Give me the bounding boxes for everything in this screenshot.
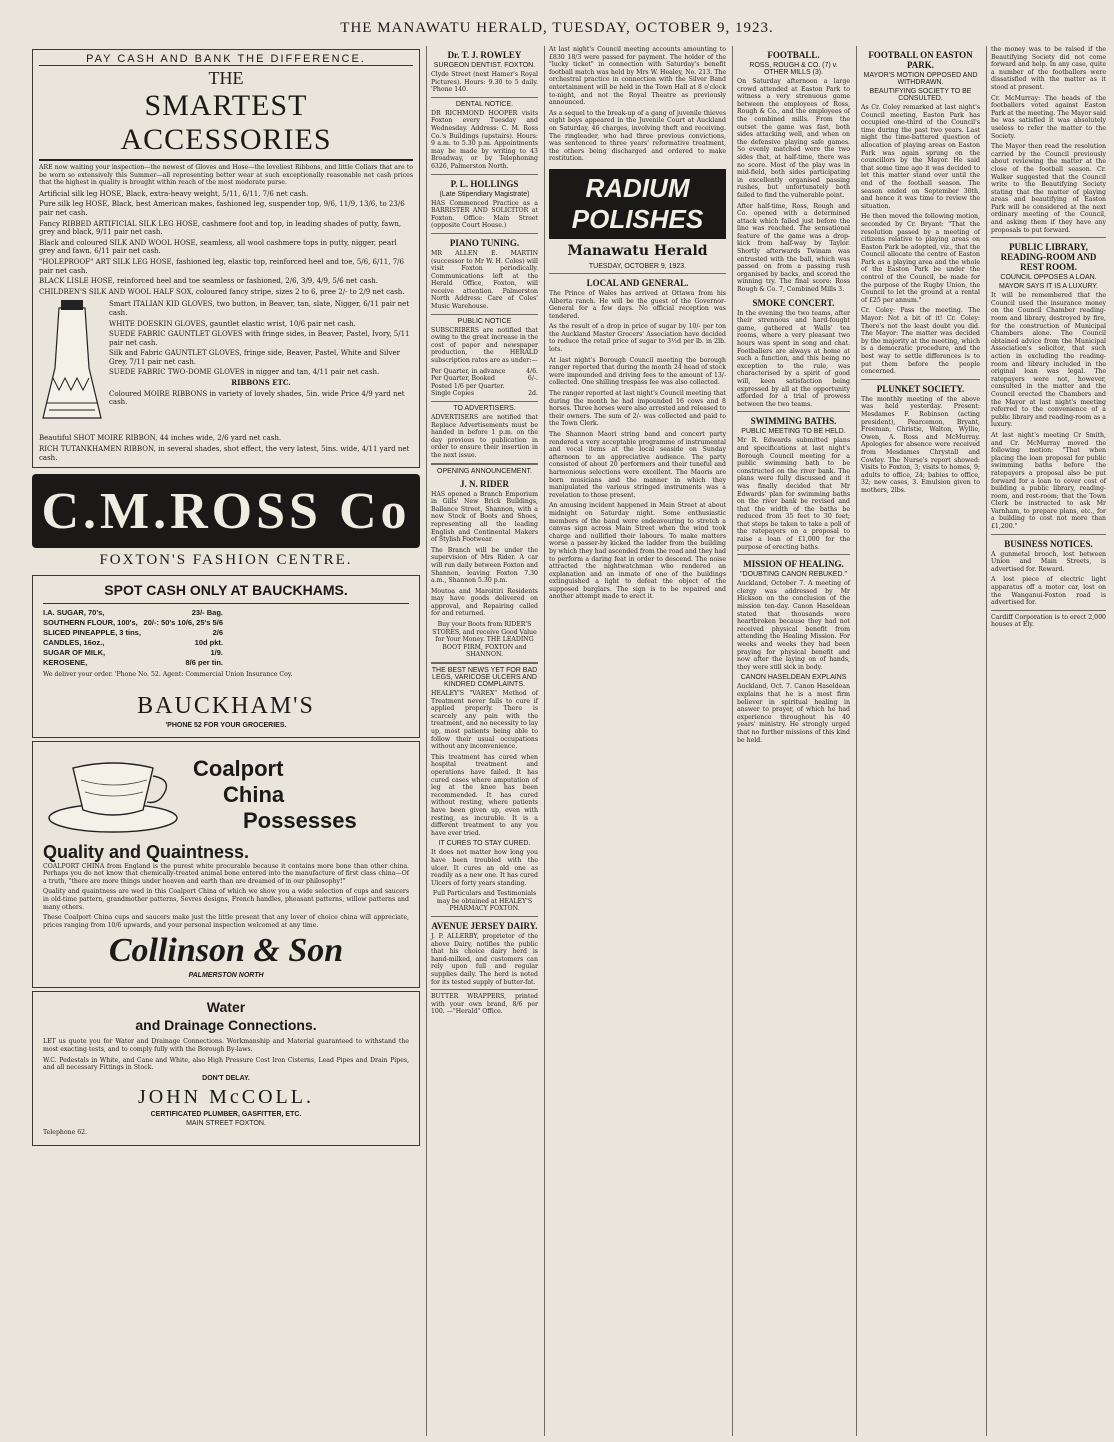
water-text: W.C. Pedestals in White, and Cane and White, also High Pressure Cost Iron Cisterns, Lead Pipes and Drain Pipes, and all necessary Fittings in Stock. xyxy=(43,1056,409,1072)
water-title: Water xyxy=(206,999,246,1016)
coalport-title-1: Coalport xyxy=(193,755,284,781)
varex-text: This treatment has cured when hospital treatment and operations have failed. It has cured cases where amputation of leg at the knee has been recommended. It has cured without resting, where patients have been given up, even with resting, as incurable. It is a different treatment to any you have ever tried. xyxy=(431,753,538,837)
phone-52: 'PHONE 52 FOR YOUR GROCERIES. xyxy=(165,721,287,729)
rowley-name: Dr. T. J. ROWLEY xyxy=(447,50,522,60)
sequel-text: As a sequel to the break-up of a gang of juvenile thieves eight boys appeared in the Juvenile Court at Auckland on Saturday, 46 charges, involving theft and receiving. The ringleader, who had three previous convictions, was sentenced to three years' reformative treatment, the others being discharged and ordered to make restitution. xyxy=(549,109,726,163)
easton-sub2: BEAUTIFYING SOCIETY TO BE CONSULTED. xyxy=(869,88,972,102)
avenue-dairy: AVENUE JERSEY DAIRY. xyxy=(431,921,538,932)
local-text: The Shannon Maori string band and concert party rendered a very acceptable programme of instrumental and vocal items at the local seaside on Sunday afternoon to an appreciative audience. The party consisted of about 20 performers and their tuneful and harmonious selections were excellent. The Maoris are born musicians and the manner in which they manipulated the various stringed instruments was a revelation to those present. xyxy=(549,431,726,499)
certified-plumber: CERTIFICATED PLUMBER, GASFITTER, ETC. xyxy=(150,1110,302,1118)
palmerston-north: PALMERSTON NORTH xyxy=(188,972,264,980)
to-advertisers: TO ADVERTISERS. xyxy=(453,405,516,412)
price-row: SLICED PINEAPPLE, 3 tins, 2/6 xyxy=(43,628,223,638)
ribbons-heading: RIBBONS ETC. xyxy=(231,378,291,388)
coalport-title-3: Possesses xyxy=(243,807,357,833)
coalport-text: Quality and quaintness are wed in this Coalport China of which we show you a wide selection of cups and saucers in old-time pattern, grandmother patterns, Sevres designs, French handles, pheasant patterns, willow patterns and many others. xyxy=(43,888,409,911)
news-column-3 xyxy=(856,46,984,1436)
local-text: The ranger reported at last night's Council meeting that during the month he had impounded 16 cows and 8 horses. Three horses were also arrested and released to their owners. The sum of 2/- was collected and paid to the Town Clerk. xyxy=(549,390,726,428)
collinson-logo: Collinson & Son xyxy=(108,932,344,970)
local-general: LOCAL AND GENERAL. xyxy=(586,277,689,288)
hose-item: Black and coloured SILK AND WOOL HOSE, seamless, all wool cashmere tops in putty, nigger, pearl grey and fawn, 6/11 pair net cash. xyxy=(39,238,397,256)
public-notice: PUBLIC NOTICE xyxy=(457,317,512,325)
varex-text: HEALEY'S "VAREX" Method of Treatment never fails to cure if applied properly. There is scarcely any pain with the treatment, and no necessity to lay up, most patients being able to follow their usual occupations without any inconvenience. xyxy=(431,690,538,751)
mission-text: Auckland, October 7. A meeting of clergy was addressed by Mr Hickson on the conclusion of the mission ten-day. Canon Haseldean stated that thousands were heartbroken because they had not received physical benefit from attending the Healing Mission. For weeks and weeks they had been praying for physical benefit and now after the laying on of hands, they were still sick in body. xyxy=(737,580,850,671)
rider-text: The Branch will be under the supervision of Mrs Rider. A car will run daily between Foxton and Shannon, leaving Foxton 7.30 a.m., Shannon 5.30 p.m. xyxy=(431,546,538,585)
rider-boots: Buy your Boots from RIDER'S STORES, and receive Good Value for Your Money. THE LEADING BOOT FIRM, FOXTON and SHANNON. xyxy=(432,621,537,659)
issue-date: TUESDAY, OCTOBER 9, 1923. xyxy=(588,262,687,270)
public-text: SUBSCRIBERS are notified that owing to the great increase in the cost of paper and newspaper production, the HERALD subscription rates are as under:— xyxy=(431,326,538,365)
rider-text: Moutoa and Maroitiri Residents may have goods delivered on approval, and Repairing called for and returned. xyxy=(431,587,538,618)
cm-ross-logo: C.M.ROSS Co xyxy=(32,474,420,548)
dental-notice: DENTAL NOTICE. xyxy=(455,100,514,108)
business-notices: BUSINESS NOTICES. xyxy=(1004,538,1093,549)
price-row: CANDLES, 16oz., 10d pkt. xyxy=(43,638,223,648)
local-text: As the result of a drop in price of sugar by 10/- per ton the Auckland Master Grocers' Association have decided to reduce the retail price of sugar to 3½d per lb. in 2lb. lots. xyxy=(549,323,726,354)
rowley-text: Clyde Street (next Hamer's Royal Pictures). Hours: 9.30 to 5 daily. 'Phone 140. xyxy=(431,71,538,94)
notices-column xyxy=(426,46,542,1436)
glove-item: SUEDE FABRIC TWO-DOME GLOVES in nigger and tan, 4/11 pair net cash. xyxy=(109,368,380,377)
rate-row: Per Quarter, in advance 4/6. xyxy=(431,367,538,375)
money-text: Cr. McMurray: The heads of the footballers voted against Easton Park at the meeting. The Mayor said he was satisfied it was absolutely useless to refer the matter to the Society. xyxy=(991,94,1106,140)
swimming-text: Mr R. Edwards submitted plans and specifications at last night's Borough Council meeting for a public swimming bath to be constructed on the river bank. The plans were fully discussed and it was finally decided that Mr Edwards' plan for swimming baths on the river bank be revised and that the width of the baths be reduced from 35 feet to 30 feet; that steps be taken to take a poll of the ratepayers on a proposal to raise a loan of £1,000 for the purpose of erecting baths. xyxy=(737,437,850,551)
smoke-concert: SMOKE CONCERT. xyxy=(752,297,835,308)
healey-text: Full Particulars and Testimonials may be obtained at HEALEY'S PHARMACY FOXTON. xyxy=(432,890,537,913)
rate-row: Single Copies 2d. xyxy=(431,390,538,398)
glove-illustration xyxy=(39,298,109,432)
swimming-sub: PUBLIC MEETING TO BE HELD. xyxy=(741,428,846,436)
drainage-ad xyxy=(32,991,420,1146)
easton-text: Cr. Coley: Pass the meeting. The Mayor: Not a bit of it! Cr. Coley: There's not the least doubt you did. The Mayor: The matter was decided by the majority at the meeting, which is a democratic procedure, and the best way to settle differences is to put them before the people concerned. xyxy=(861,307,980,376)
coalport-text: These Coalport China cups and saucers make just the little present that any lover of choice china will appreciate, prices ranging from 10/6 upwards, and your personal inspection welcomed at any time. xyxy=(43,914,409,929)
price-row: SOUTHERN FLOUR, 100's, 20/-: 50's 10/6, 25's 5/6 xyxy=(43,618,223,628)
bauckhams-name: BAUCKHAM'S xyxy=(137,692,315,719)
best-news: THE BEST NEWS YET FOR BAD LEGS, VARICOSE ULCERS AND KINDRED COMPLAINTS. xyxy=(431,667,538,689)
business-text: A gunmetal brooch, lost between Union and Main Streets, is advertised for. Reward. xyxy=(991,550,1106,573)
money-text: the money was to be raised if the Beautifying Society did not come forward and help. In any case, quite a number of the footballers were dissatisfied with the matter as it stood at present. xyxy=(991,46,1106,91)
rider-text: HAS opened a Branch Emporium in Gills' New Brick Buildings, Ballance Street, Shannon, with a new Stock of Boots and Shoes, representing all the leading English and Continental Makers of Stylish Footwear. xyxy=(431,490,538,544)
canon-explains: CANON HASELDEAN EXPLAINS xyxy=(740,674,847,682)
water-text: LET us quote you for Water and Drainage Connections. Workmanship and Material guaranteed to withstand the most exacting tests, and to comply fully with the Borough By-laws. xyxy=(43,1038,409,1054)
piano-text: MR ALLEN E. MARTIN (successor to Mr W. H. Coles) will visit Foxton periodically. Communications left at the Herald Office, Foxton, will receive attention. Palmerston North Address: Care of Coles' Music Warehouse. xyxy=(431,249,538,311)
news-column-2 xyxy=(732,46,854,1436)
glove-item: WHITE DOESKIN GLOVES, gauntlet elastic wrist, 10/6 pair net cash. xyxy=(109,319,356,328)
library-sub: COUNCIL OPPOSES A LOAN. xyxy=(1000,274,1097,282)
library-text: It will be remembered that the Council used the insurance money on the Council Chamber reading-room and library, destroyed by fire, for the construction of Municipal Chambers alone. The Council obtained advice from the Municipal Association's solicitor, that such action in excluding the reading-room and library included in the original loan was legal. The ratepayers were not, however, consulted in the matter and the Council erected the Chambers and the Mayor at last night's meeting referred to the convenience of a public library and reading-room as a luxury. xyxy=(991,292,1106,429)
business-text: A lost piece of electric light apparatus off a motor car, lost on the Wanganui-Foxton road is advertised for. xyxy=(991,576,1106,607)
news-column-4 xyxy=(986,46,1110,1436)
price-row: I.A. SUGAR, 70's, 23/- Bag. xyxy=(43,608,223,618)
local-text: An amusing incident happened in Main Street at about midnight on Saturday night. Some enthusiastic members of the band were endeavouring to stretch a canvas sign across Main Street when the wind took charge and nullified their labours. To make matters worse a passer-by kicked the ladder from the building by which they had ascended from the road and they had to perform a daring feat in order to descend. The noise attracted the nightwatchman who rendered an explanation and an inmate of one of the buildings extinguished a light to defeat the object of the supposed burglars. The sign is to be repaired and another attempt made to erect it. xyxy=(549,502,726,601)
opening-announcement: OPENING ANNOUNCEMENT. xyxy=(437,467,532,475)
hooper-text: DR RICHMOND HOOPER visits Foxton every Tuesday and Wednesday. Address: C. M. Ross Co.'s Buildings (upstairs). Hours: 9 a.m. to 5.30 p.m. Appointments may be made by writing to 43 Broadway, or by Telephoning 6326, Palmerston North. xyxy=(431,109,538,170)
teacup-illustration xyxy=(43,748,193,842)
plunket-text: The monthly meeting of the above was held yesterday. Present: Mesdames F. Robinson (acting president), Pearcemon, Bryant, Freeman, Christie, Walton, Wyllie, Owen, A. Ross and McMurray. Apologies for absence were received from Mesdames Chrystall and Cowley. The Nurse's report showed: Visits to Foxton, 3; visits to homes, 9; adults to office, 24; babies to office, 32; new cases, 3. Emulsion given to mothers, 2lbs. xyxy=(861,395,980,494)
hollings-sub: (Late Stipendiary Magistrate) xyxy=(439,190,530,198)
hollings-text: HAS Commenced Practice as a BARRISTER AND SOLICITOR at Foxton. Office: Main Street (opposite Court House.) xyxy=(431,199,538,230)
varex-text: It does not matter how long you have been troubled with the ulcer. It cures an old one as readily as a new one. It has cured Ulcers of forty years standing. xyxy=(431,849,538,887)
easton-text: He then moved the following motion, seconded by Cr. Bryant: "That the resolution passed by a meeting of citizens relative to playing areas on Easton Park be adopted, viz., that the Council allocate the centre of Easton Park as a playing area and the whole of the Easton Park be under the control of the Council, be made for the purpose of the Rugby Union, the Council to let the ground at a rental of £25 per annum." xyxy=(861,213,980,304)
hose-item: Pure silk leg HOSE, Black, best American makes, fashioned leg, suspender top, 9/6, 11/9, 13/6, to 23/6 pair net cash. xyxy=(39,200,405,217)
cardiff-text: Cardiff Corporation is to erect 2,000 houses at Ely. xyxy=(991,613,1106,629)
hose-item: "HOLEPROOF" ART SILK LEG HOSE, fashioned leg, elastic top, reinforced heel and toe, 5/6, 6/11, 7/6 pair net cash. xyxy=(39,257,404,275)
coalport-title-2: China xyxy=(223,781,285,807)
dont-delay: DON'T DELAY. xyxy=(202,1074,250,1082)
masthead: THE MANAWATU HERALD, TUESDAY, OCTOBER 9, 1923. xyxy=(340,20,774,36)
swimming-baths: SWIMMING BATHS. xyxy=(750,416,837,427)
advertisers-text: ADVERTISERS are notified that Replace Advertisements must be handed in before 1 p.m. on the day previous to publication in order to ensure their insertion in the next issue. xyxy=(431,414,538,459)
easton-text: As Cr. Coley remarked at last night's Council meeting, Easton Park has occupied one-third of the Council's time during the past two years. Last night the time-battered question of allocation of playing areas on Easton Park was again sprung on the councillors by the Mayor. He said that some time ago it was decided to let this matter stand over until the end of the football season. The season ended on September 30th, and hence it was time to review the situation. xyxy=(861,104,980,210)
football-text: After half-time, Ross, Rough and Co. opened with a determined attack which failed just before the line was reached. The sensational feature of the game was a drop-kick from half-way by Taylor. Shortly afterwards Twinam was entrusted with the ball, which was passed on from a passing rush organised by backs, and scored the winning try. The final score: Ross Rough & Co. 7, Combined Mills 3. xyxy=(737,202,850,294)
ads-column xyxy=(28,46,424,1436)
ribbon-item: Beautiful SHOT MOIRE RIBBON, 44 inches wide, 2/6 yard net cash. xyxy=(39,434,282,443)
allerby-text: J. P. ALLERBY, proprietor of the above Dairy, notifies the public that his choice dairy herd is hand-milked, and customers can rely upon full and regular supplies daily. The herd is noted for its tested supply of butter-fat. xyxy=(431,933,538,986)
spot-cash-title: SPOT CASH ONLY AT BAUCKHAMS. xyxy=(43,582,409,604)
canon-text: Auckland, Oct. 7. Canon Haseldean explains that he is a most firm believer in spiritual healing in answer to prayer, of which he had experience throughout his 40 years' ministry. He strongly urged that no further missions of this kind be held. xyxy=(737,683,850,744)
ribbon-item: RICH TUTANKHAMEN RIBBON, in several shades, shot effect, the very latest, 5ins. wide, 4/11 yard net cash. xyxy=(39,444,410,462)
drainage-title: and Drainage Connections. xyxy=(135,1017,317,1034)
glove-item: Silk and Fabric GAUNTLET GLOVES, fringe side, Beaver, Pastel, White and Silver Grey, 7/11 pair net cash. xyxy=(109,349,400,366)
rate-row: Posted 1/6 per Quarter. xyxy=(431,382,505,390)
deliver-note: We deliver your order. 'Phone No. 52. Agent: Commercial Union Insurance Coy. xyxy=(43,671,293,679)
mission-sub: "DOUBTING CANON REBUKED." xyxy=(740,571,847,579)
rowley-sub: SURGEON DENTIST. FOXTON. xyxy=(433,62,536,69)
football-sub: ROSS, ROUGH & CO. (7) v. OTHER MILLS (3). xyxy=(749,62,838,76)
hollings-name: P. L. HOLLINGS xyxy=(450,178,519,189)
local-text: The Prince of Wales has arrived at Ottawa from his Alberta ranch. He will be the guest of the Governor-General for a few days. No official reception was tendered. xyxy=(549,289,726,320)
hose-item: CHILDREN'S SILK AND WOOL HALF SOX, coloured fancy stripe, sizes 2 to 6, pree 2/- to 2/9 net cash. xyxy=(39,287,405,296)
easton-heading: FOOTBALL ON EASTON PARK. xyxy=(868,50,973,70)
butter-wrappers: BUTTER WRAPPERS, printed with your own brand, 8/6 per 100. —"Herald" Office. xyxy=(431,993,538,1016)
football-heading: FOOTBALL. xyxy=(767,50,820,60)
paper-title: Manawatu Herald xyxy=(567,242,708,259)
library-sub2: MAYOR SAYS IT IS A LUXURY. xyxy=(999,283,1098,291)
smartest-accessories-title: SMARTEST ACCESSORIES xyxy=(39,89,413,161)
plunket-society: PLUNKET SOCIETY. xyxy=(876,383,965,394)
glove-item: Smart ITALIAN KID GLOVES, two button, in Beaver, tan, slate, Nigger, 6/11 pair net cash. xyxy=(109,300,410,317)
ad-the: THE xyxy=(208,68,244,88)
telephone: Telephone 62. xyxy=(43,1128,88,1136)
john-mccoll: JOHN McCOLL. xyxy=(138,1085,314,1108)
piano-tuning: PIANO TUNING. xyxy=(449,237,520,248)
accessories-intro: ARE now waiting your inspection—the newest of Gloves and Hose—the loveliest Ribbons, and little Collars that are to be worn so extensively this Summer—all representing better wear at such exceptionally reasonable net cash prices that the highest in quality is brought within reach of the most moderate purse. xyxy=(39,164,413,187)
hose-item: BLACK LISLE HOSE, reinforced heel and toe seamless or fashioned, 2/6, 3/9, 4/9, 5/6 net cash. xyxy=(39,277,379,286)
coalport-text: COALPORT CHINA from England is the purest white procurable because it contains more bone than other china. Perhaps you do not know that chemically-treated animal bone entered into the manufacture of first class china—Of a truth, "there are more things under heaven and earth than are dreamed of in our philosophy!" xyxy=(43,862,409,885)
easton-sub: MAYOR'S MOTION OPPOSED AND WITHDRAWN. xyxy=(863,72,978,86)
fashion-centre: FOXTON'S FASHION CENTRE. xyxy=(99,552,353,569)
rate-row: Per Quarter, Booked 6/-. xyxy=(431,375,538,383)
library-heading: PUBLIC LIBRARY, READING-ROOM AND REST ROOM. xyxy=(1000,242,1097,273)
main-street: MAIN STREET FOXTON. xyxy=(186,1119,266,1127)
football-text: On Saturday afternoon a large crowd attended at Easton Park to witness a very strenuous game between the employees of Ross, Rough & Co., and the employees of the combined mills. From the outset the game was fast, both sides attacking well, and when on the defensive playing safe games. So evenly matched were the two sides that, at half-time, there was no score. Most of the play was in mid-field, both sides participating in excellently organised passing rushes, but unfortunately both failed to find the vulnerable point. xyxy=(737,78,850,199)
cures-heading: IT CURES TO STAY CURED. xyxy=(438,840,531,848)
news-column-1 xyxy=(544,46,730,1436)
council-text: At last night's Council meeting accounts amounting to £830 18/3 were passed for payment. The holder of the "lucky ticket" in connection with Saturday's benefit football match was held by Mrs W. Healey, No. 213. The orchestral practice in connection with the Silver Band entertainment will be held in the Town Hall at 8 o'clock to-night, and not the Royal Theatre as previously announced. xyxy=(549,46,726,107)
radium-polishes-ad: RADIUM POLISHES xyxy=(549,169,726,239)
mission-healing: MISSION OF HEALING. xyxy=(743,559,844,570)
ribbon-item: Coloured MOIRE RIBBONS in variety of lovely shades, 5in. wide Price 4/9 yard net cash. xyxy=(109,389,405,407)
hose-item: Fancy RIBBED ARTIFICIAL SILK LEG HOSE, cashmere foot and top, in leading shades of putty, fawn, grey and black, 9/11 pair net cash. xyxy=(39,219,402,237)
quality-title: Quality and Quaintness. xyxy=(43,841,250,862)
price-row: SUGAR OF MILK, 1/9. xyxy=(43,648,223,658)
smartest-accessories-ad xyxy=(32,49,420,468)
smoke-text: In the evening the two teams, after their strenuous and hard-fought game, gathered at Walls' tea rooms, where a very pleasant two hours was spent in song and chat. Footballers are always at home at such a function, and this being no exception to the rule, was characterised by a spirit of good will, keen satisfaction being expressed by all at the opportunity afforded for a trial of prowess between the two teams. xyxy=(737,309,850,408)
pay-cash-banner: PAY CASH AND BANK THE DIFFERENCE. xyxy=(39,53,413,66)
library-text: At last night's meeting Cr Smith, and Cr. McMurray moved the following motion: "That when placing the loan proposal for public swimming baths before the ratepayers a proposal also be put forward for a loan to cover cost of building a public library, reading-room, and rest-room; that the Town Clerk be instructed to ask Mr Varnham, to prepare plans, etc., for a building to cost not more than £1,200." xyxy=(991,431,1106,531)
money-text: The Mayor then read the resolution carried by the Council previously about reviewing the matter at the close of the football season. Cr. Walker suggested that the Council write to the Beautifying Society stating that the matter of playing areas and beautifying of Easton Park will be considered at the next ordinary meeting of the Council, and asking them if they have any proposals to put forward. xyxy=(991,143,1106,234)
coalport-ad xyxy=(32,741,420,989)
bauckhams-ad xyxy=(32,575,420,738)
glove-item: SUEDE FABRIC GAUNTLET GLOVES with fringe sides, in Beaver, Pastel, Ivory, 5/11 pair net cash. xyxy=(109,330,410,347)
rider-name: J. N. RIDER xyxy=(459,478,509,489)
price-row: KEROSENE, 8/6 per tin. xyxy=(43,658,223,668)
local-text: At last night's Borough Council meeting the borough ranger reported that during the month 24 head of stock were impounded and driving fees to the amount of 13/- collected. One shilling trespass fee was also collected. xyxy=(549,356,726,387)
hose-item: Artificial silk leg HOSE, Black, extra-heavy weight, 5/11, 6/11, 7/6 net cash. xyxy=(39,189,309,198)
